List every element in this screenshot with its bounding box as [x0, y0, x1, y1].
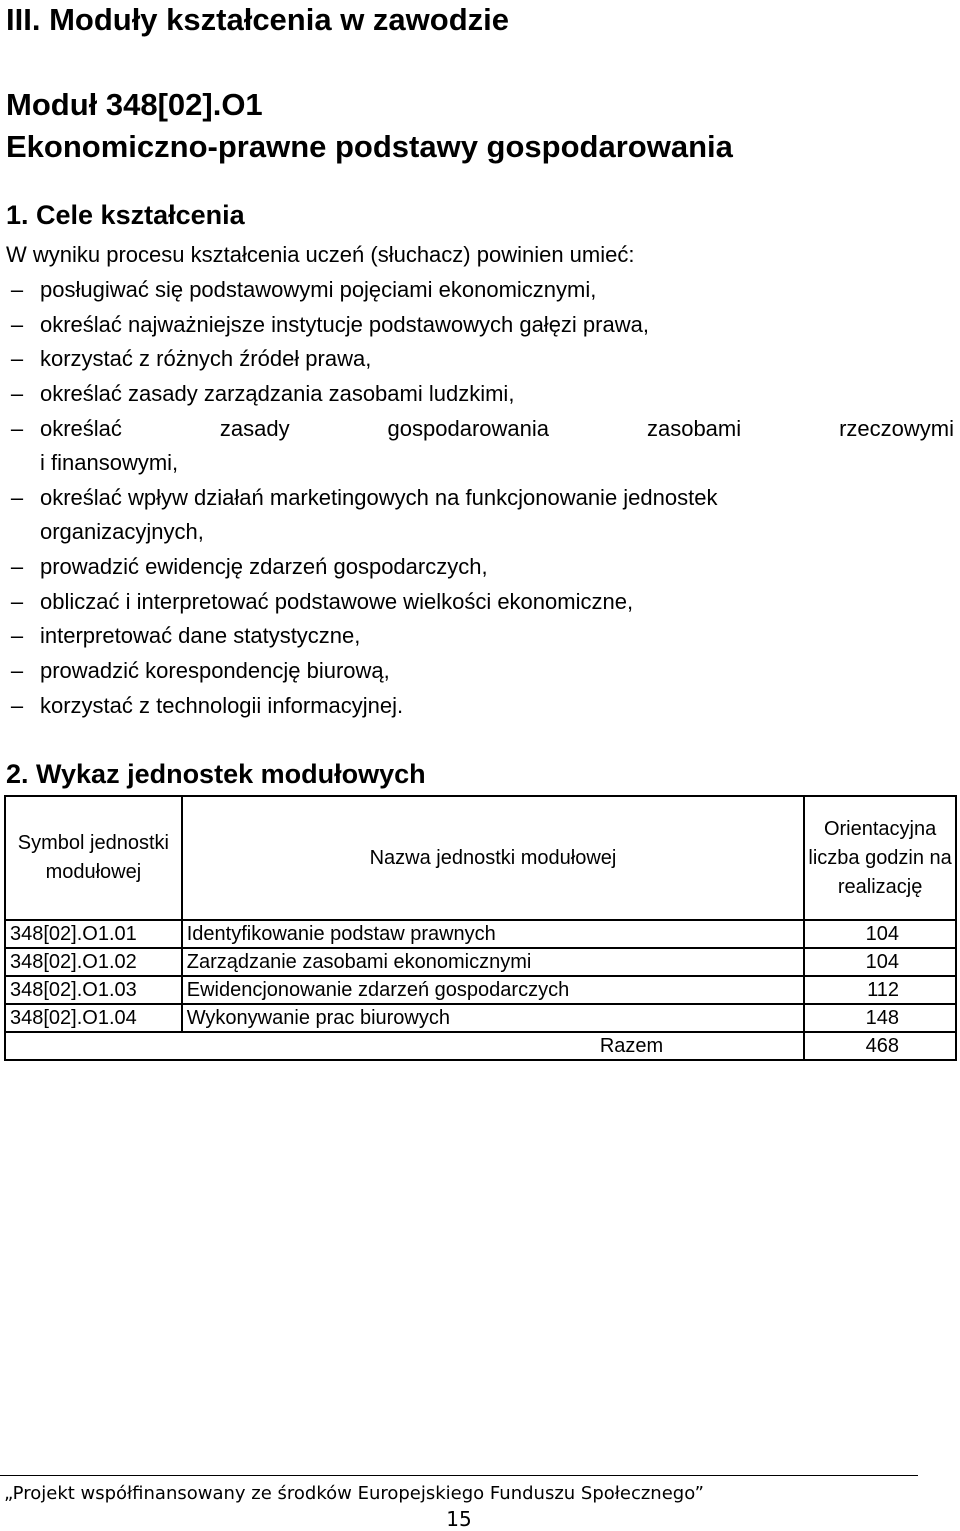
dash-bullet: –: [10, 381, 24, 407]
list-item: [0, 619, 960, 654]
unit-name: Identyfikowanie podstaw prawnych: [182, 920, 804, 948]
unit-hours: 104: [804, 948, 956, 976]
list-item-text: prowadzić korespondencję biurową,: [40, 657, 390, 683]
dash-bullet: –: [10, 588, 24, 614]
header-hours: Orientacyjna liczba godzin na realizację: [804, 796, 956, 920]
module-name: Ekonomiczno-prawne podstawy gospodarowania: [6, 129, 733, 164]
list-item-text: określać najważniejsze instytucje podstawowych gałęzi prawa,: [40, 311, 649, 337]
list-item: [0, 481, 960, 550]
page-number: 15: [446, 1507, 472, 1531]
dash-bullet: –: [10, 277, 24, 302]
footer-divider: [0, 1475, 918, 1476]
list-item-text-continued: organizacyjnych,: [40, 519, 204, 545]
unit-hours: 148: [804, 1004, 956, 1032]
header-name: Nazwa jednostki modułowej: [182, 796, 804, 920]
dash-bullet: –: [10, 657, 24, 683]
unit-name: Wykonywanie prac biurowych: [182, 1004, 804, 1032]
list-item: [0, 377, 960, 412]
dash-bullet: –: [10, 311, 24, 337]
unit-symbol: 348[02].O1.01: [5, 920, 182, 948]
list-item-text: obliczać i interpretować podstawowe wielkości ekonomiczne,: [40, 588, 634, 614]
unit-hours: 112: [804, 976, 956, 1004]
list-item-text: określać zasady zarządzania zasobami ludzkimi,: [40, 381, 515, 407]
table-row: [5, 976, 956, 1004]
unit-name: Ewidencjonowanie zdarzeń gospodarczych: [182, 976, 804, 1004]
list-item: [0, 308, 960, 343]
table-total-row: [5, 1032, 956, 1060]
list-item-text: prowadzić ewidencję zdarzeń gospodarczych,: [40, 553, 488, 579]
module-code: Moduł 348[02].O1: [6, 87, 263, 122]
list-item-text: określać zasady gospodarowania zasobami rzeczowymi: [40, 415, 954, 441]
dash-bullet: –: [10, 623, 24, 649]
total-label: Razem: [5, 1032, 804, 1060]
unit-symbol: 348[02].O1.02: [5, 948, 182, 976]
header-symbol: Symbol jednostki modułowej: [5, 796, 182, 920]
module-units-table: [4, 795, 957, 1061]
chapter-title: III. Moduły kształcenia w zawodzie: [6, 2, 510, 37]
dash-bullet: –: [10, 484, 24, 510]
list-item: [0, 585, 960, 620]
goals-intro: W wyniku procesu kształcenia uczeń (słuchacz) powinien umieć:: [6, 242, 635, 267]
footer-note: „Projekt współfinansowany ze środków Europejskiego Funduszu Społecznego”: [4, 1483, 704, 1504]
unit-hours: 104: [804, 920, 956, 948]
dash-bullet: –: [10, 415, 24, 441]
unit-name: Zarządzanie zasobami ekonomicznymi: [182, 948, 804, 976]
list-item-text: określać wpływ działań marketingowych na funkcjonowanie jednostek: [40, 484, 718, 510]
dash-bullet: –: [10, 346, 24, 372]
dash-bullet: –: [10, 553, 24, 579]
section-title-units: 2. Wykaz jednostek modułowych: [6, 759, 426, 789]
list-item-text: interpretować dane statystyczne,: [40, 623, 361, 649]
list-item: [0, 654, 960, 689]
table-row: [5, 948, 956, 976]
section-title-goals: 1. Cele kształcenia: [6, 200, 245, 230]
list-item: [0, 342, 960, 377]
total-hours: 468: [804, 1032, 956, 1060]
list-item-text: korzystać z różnych źródeł prawa,: [40, 346, 372, 372]
list-item: [0, 273, 960, 308]
list-item: [0, 689, 960, 724]
list-item: [0, 412, 960, 481]
list-item-text: korzystać z technologii informacyjnej.: [40, 692, 404, 718]
list-item-text-continued: i finansowymi,: [40, 450, 179, 476]
dash-bullet: –: [10, 692, 24, 718]
unit-symbol: 348[02].O1.04: [5, 1004, 182, 1032]
table-row: [5, 1004, 956, 1032]
table-header-row: [5, 796, 956, 920]
unit-symbol: 348[02].O1.03: [5, 976, 182, 1004]
list-item-text: posługiwać się podstawowymi pojęciami ekonomicznymi,: [40, 277, 597, 302]
list-item: [0, 550, 960, 585]
table-row: [5, 920, 956, 948]
goals-list: [0, 273, 960, 723]
